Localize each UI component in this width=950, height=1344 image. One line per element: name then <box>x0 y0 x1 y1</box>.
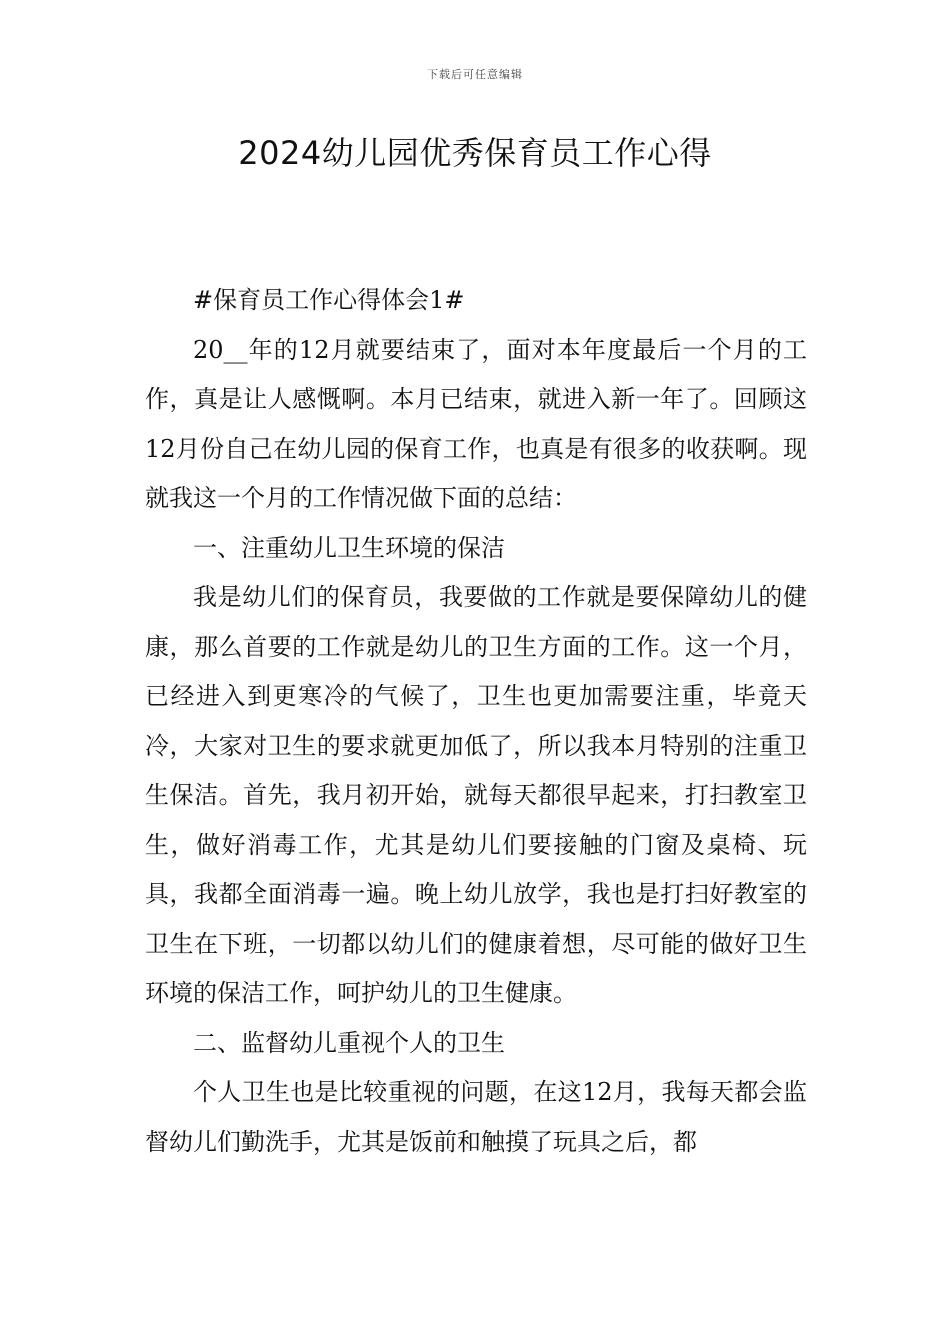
section-marker: #保育员工作心得体会1# <box>193 286 465 314</box>
section-heading: 二、监督幼儿重视个人的卫生 <box>193 1028 505 1057</box>
document-title: 2024幼儿园优秀保育员工作心得 <box>238 134 712 172</box>
download-note: 下载后可任意编辑 <box>427 68 523 81</box>
body-paragraph: 我是幼儿们的保育员，我要做的工作就是要保障幼儿的健康，那么首要的工作就是幼儿的卫生方面的工作。这一个月，已经进入到更寒冷的气候了，卫生也更加需要注重，毕竟天冷，大家对卫生的要求就更加低了，所以我本月特别的注重卫生保洁。首先，我月初开始，就每天都很早起来，打扫教室卫生，做好消毒工作，尤其是幼儿们要接触的门窗及桌椅、玩具，我都全面消毒一遍。晚上幼儿放学，我也是打扫好教室的卫生在下班，一切都以幼儿们的健康着想，尽可能的做好卫生环境的保洁工作，呵护幼儿的卫生健康。 <box>145 583 807 1007</box>
body-paragraph: 个人卫生也是比较重视的问题，在这12月，我每天都会监督幼儿们勤洗手，尤其是饭前和触摸了玩具之后，都 <box>145 1078 807 1156</box>
document-body <box>145 276 807 1167</box>
body-paragraph: 20__年的12月就要结束了，面对本年度最后一个月的工作，真是让人感慨啊。本月已结束，就进入新一年了。回顾这12月份自己在幼儿园的保育工作，也真是有很多的收获啊。现就我这一个月的工作情况做下面的总结： <box>145 335 807 512</box>
section-heading: 一、注重幼儿卫生环境的保洁 <box>193 533 505 562</box>
